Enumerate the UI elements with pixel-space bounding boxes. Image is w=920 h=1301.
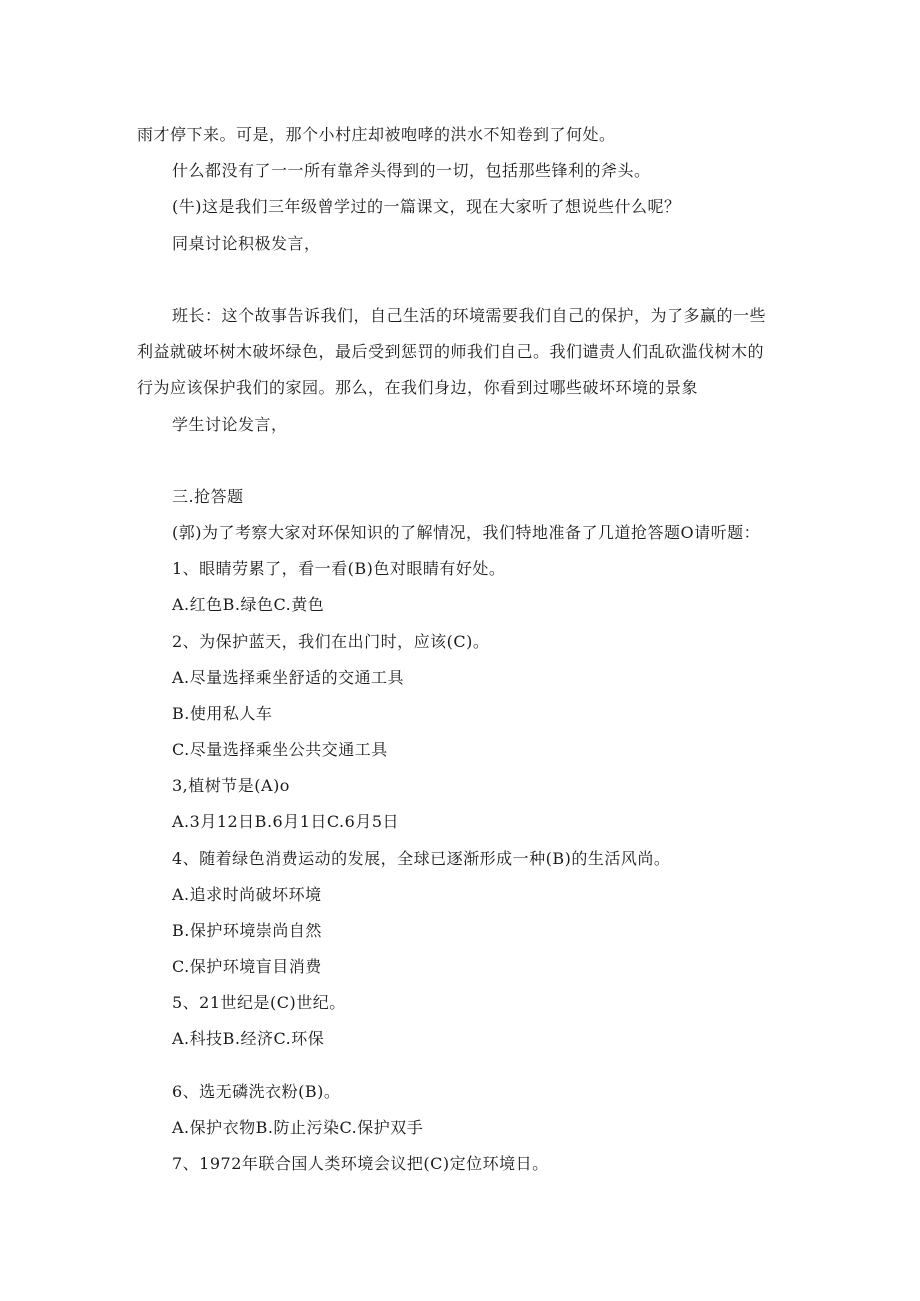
question-2-option-a: A.尽量选择乘坐舒适的交通工具 [172,668,405,687]
question-3-options: A.3月12日B.6月1日C.6月5日 [172,812,400,831]
question-1: 1、眼睛劳累了，看一看(B)色对眼睛有好处。 [172,559,506,578]
text-line-6: 利益就破坏树木破坏绿色，最后受到惩罚的师我们自己。我们谴责人们乱砍滥伐树木的 [137,342,765,361]
text-line-1: 雨才停下来。可是，那个小村庄却被咆哮的洪水不知卷到了何处。 [137,125,616,144]
question-5: 5、21世纪是(C)世纪。 [172,993,346,1012]
section-heading: 三.抢答题 [172,487,244,506]
question-2: 2、为保护蓝天，我们在出门时，应该(C)。 [172,632,490,651]
question-6-options: A.保护衣物B.防止污染C.保护双手 [172,1118,424,1137]
question-4-option-a: A.追求时尚破坏环境 [172,885,322,904]
question-2-option-b: B.使用私人车 [172,704,273,723]
question-7: 7、1972年联合国人类环境会议把(C)定位环境日。 [172,1154,549,1173]
text-line-3: (牛)这是我们三年级曾学过的一篇课文，现在大家听了想说些什么呢？ [172,197,681,216]
text-line-10: (郭)为了考察大家对环保知识的了解情况，我们特地准备了几道抢答题O请听题： [172,523,761,542]
text-line-7: 行为应该保护我们的家园。那么，在我们身边，你看到过哪些破坏环境的景象 [137,378,699,397]
question-4: 4、随着绿色消费运动的发展，全球已逐渐形成一种(B)的生活风尚。 [172,849,671,868]
question-2-option-c: C.尽量选择乘坐公共交通工具 [172,740,388,759]
text-line-5: 班长：这个故事告诉我们，自己生活的环境需要我们自己的保护，为了多赢的一些 [172,306,767,325]
question-4-option-b: B.保护环境崇尚自然 [172,921,322,940]
text-line-2: 什么都没有了一一所有靠斧头得到的一切，包括那些锋利的斧头。 [172,161,651,180]
text-line-4: 同桌讨论积极发言， [172,234,321,253]
text-line-8: 学生讨论发言， [172,415,288,434]
question-6: 6、选无磷洗衣粉(B)。 [172,1082,341,1101]
question-1-options: A.红色B.绿色C.黄色 [172,595,325,614]
question-4-option-c: C.保护环境盲目消费 [172,957,322,976]
question-5-options: A.科技B.经济C.环保 [172,1029,325,1048]
question-3: 3,植树节是(A)o [172,776,290,795]
